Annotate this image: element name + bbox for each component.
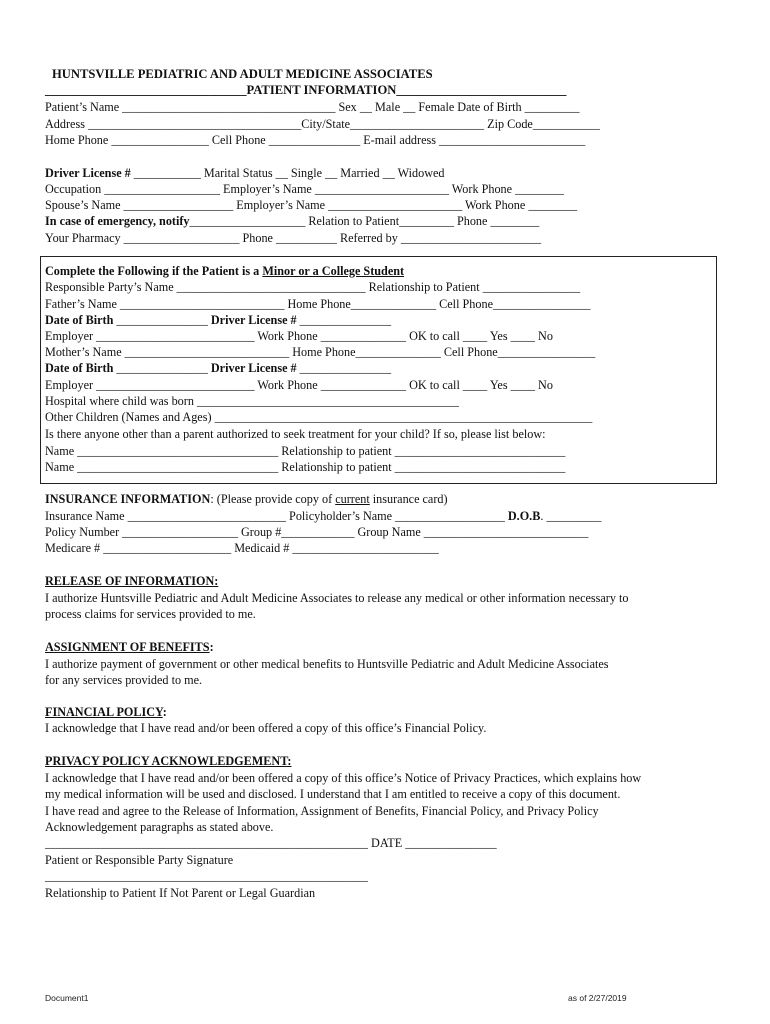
minor-intro (45, 263, 404, 279)
assignment-heading-line (45, 639, 214, 655)
driver-license-rest: ___________ Marital Status __ Single __ Married __ Widowed (130, 166, 445, 180)
relationship-signature-line[interactable]: _____________________________________________________ (45, 869, 368, 883)
occupation-line[interactable]: Occupation ___________________ Employer’s Name ______________________ Work Phone ________ (45, 182, 564, 196)
emergency-rest: ___________________ Relation to Patient_________ Phone ________ (189, 214, 540, 228)
financial-heading-tail: : (162, 705, 167, 719)
dob-blank: _______________ (113, 313, 211, 327)
financial-heading: FINANCIAL POLICY (45, 705, 163, 719)
insurance-line1-post: . _________ (540, 509, 602, 523)
dob-label: Date of Birth (45, 361, 114, 375)
medicare-line[interactable]: Medicare # _____________________ Medicaid # ________________________ (45, 541, 439, 555)
assignment-heading-tail: : (209, 640, 214, 654)
insurance-note-post: insurance card) (369, 492, 448, 506)
father-employer-line[interactable]: Employer __________________________ Work Phone ______________ OK to call ____ Yes ____ No (45, 329, 553, 343)
dob-blank: _______________ (113, 361, 211, 375)
father-line[interactable]: Father’s Name ___________________________ Home Phone______________ Cell Phone________________ (45, 297, 591, 311)
release-text-2: process claims for services provided to me. (45, 607, 256, 621)
policy-number-line[interactable]: Policy Number ___________________ Group #____________ Group Name ___________________________ (45, 525, 589, 539)
spouse-line[interactable]: Spouse’s Name __________________ Employer’s Name ______________________ Work Phone ________ (45, 198, 578, 212)
privacy-text-1: I acknowledge that I have read and/or been offered a copy of this office’s Notice of Privacy Practices, which explains how (45, 771, 642, 785)
insurance-note-current: current (335, 492, 370, 506)
minor-intro-text: Complete the Following if the Patient is a (45, 264, 263, 278)
insurance-heading-line (45, 491, 448, 507)
insurance-heading: INSURANCE INFORMATION (45, 492, 211, 506)
footer-document-name: Document1 (45, 993, 89, 1003)
release-text-1: I authorize Huntsville Pediatric and Adult Medicine Associates to release any medical or other information necessary to (45, 591, 629, 605)
father-dob-line[interactable] (45, 312, 391, 328)
other-children-line[interactable]: Other Children (Names and Ages) ______________________________________________________________ (45, 410, 593, 424)
subtitle-trail: ___________________________ (396, 83, 567, 97)
signature-label: Patient or Responsible Party Signature (45, 853, 234, 867)
footer-date: as of 2/27/2019 (568, 993, 627, 1003)
insurance-name-line[interactable] (45, 508, 601, 524)
dob-label: D.O.B (507, 509, 541, 523)
assignment-text-1: I authorize payment of government or other medical benefits to Huntsville Pediatric and Adult Medicine Associates (45, 657, 609, 671)
privacy-text-3: I have read and agree to the Release of Information, Assignment of Benefits, Financial Policy, and Privacy Policy (45, 804, 599, 818)
dob-label: Date of Birth (45, 313, 114, 327)
dl-label: Driver License # (210, 313, 297, 327)
signature-date-line[interactable]: _____________________________________________________ DATE _______________ (45, 836, 497, 850)
responsible-party-line[interactable]: Responsible Party’s Name _______________________________ Relationship to Patient ________________ (45, 280, 581, 294)
financial-heading-line (45, 704, 167, 720)
address-line[interactable]: Address ___________________________________City/State______________________ Zip Code___________ (45, 117, 600, 131)
release-heading: RELEASE OF INFORMATION: (45, 574, 219, 588)
dl-label: Driver License # (210, 361, 297, 375)
form-title: HUNTSVILLE PEDIATRIC AND ADULT MEDICINE ASSOCIATES (52, 67, 433, 81)
dl-blank: _______________ (296, 313, 392, 327)
driver-license-line[interactable] (45, 165, 445, 181)
driver-license-label: Driver License # (45, 166, 131, 180)
insurance-line1-pre: Insurance Name __________________________ Policyholder’s Name __________________ (45, 509, 508, 523)
minor-intro-underline: Minor or a College Student (262, 264, 405, 278)
mother-employer-line[interactable]: Employer __________________________ Work Phone ______________ OK to call ____ Yes ____ No (45, 378, 553, 392)
pharmacy-line[interactable]: Your Pharmacy ___________________ Phone __________ Referred by _______________________ (45, 231, 542, 245)
financial-text: I acknowledge that I have read and/or been offered a copy of this office’s Financial Policy. (45, 721, 487, 735)
assignment-heading: ASSIGNMENT OF BENEFITS (45, 640, 210, 654)
subtitle-text: PATIENT INFORMATION (246, 83, 397, 97)
hospital-line[interactable]: Hospital where child was born ___________________________________________ (45, 394, 460, 408)
emergency-line[interactable] (45, 213, 539, 229)
mother-line[interactable]: Mother’s Name ___________________________ Home Phone______________ Cell Phone________________ (45, 345, 596, 359)
relationship-label: Relationship to Patient If Not Parent or Legal Guardian (45, 886, 316, 900)
phone-line[interactable]: Home Phone ________________ Cell Phone _______________ E-mail address ________________________ (45, 133, 586, 147)
patient-name-line[interactable]: Patient’s Name ___________________________________ Sex __ Male __ Female Date of Birth _________ (45, 100, 580, 114)
dl-blank: _______________ (296, 361, 392, 375)
insurance-note-pre: : (Please provide copy of (210, 492, 336, 506)
authorized-question: Is there anyone other than a parent authorized to seek treatment for your child? If so, please list below: (45, 427, 546, 441)
form-subtitle (45, 82, 566, 98)
subtitle-lead: ________________________________ (45, 83, 247, 97)
emergency-label: In case of emergency, notify (45, 214, 190, 228)
privacy-text-2: my medical information will be used and disclosed. I understand that I am entitled to receive a copy of this document. (45, 787, 621, 801)
assignment-text-2: for any services provided to me. (45, 673, 203, 687)
authorized-name-1[interactable]: Name _________________________________ Relationship to patient ____________________________ (45, 444, 566, 458)
mother-dob-line[interactable] (45, 360, 391, 376)
privacy-heading: PRIVACY POLICY ACKNOWLEDGEMENT: (45, 754, 292, 768)
authorized-name-2[interactable]: Name _________________________________ Relationship to patient ____________________________ (45, 460, 566, 474)
privacy-text-4: Acknowledgement paragraphs as stated above. (45, 820, 274, 834)
